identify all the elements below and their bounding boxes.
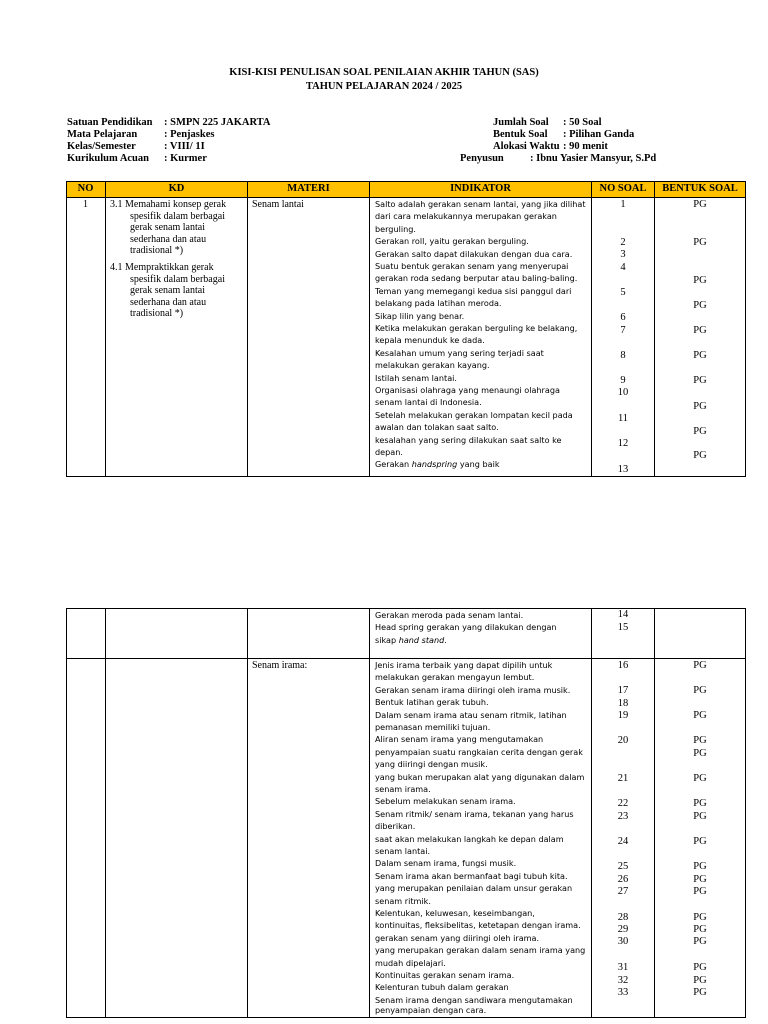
indikator-line: Gerakan salto dapat dilakukan dengan dua cara. — [375, 248, 573, 259]
bentuk-soal: PG — [693, 936, 707, 947]
indikator-line: Kontinuitas gerakan senam irama. — [375, 970, 515, 980]
indikator-line: gerakan senam yang diiringi oleh irama. — [375, 932, 540, 943]
table-border — [66, 181, 67, 477]
bentuk-soal: PG — [693, 773, 707, 784]
table-border — [247, 608, 248, 1018]
no-soal: 31 — [617, 962, 629, 973]
indikator-line: Bentuk latihan gerak tubuh. — [375, 697, 489, 708]
indikator-line: depan. — [375, 447, 403, 457]
no-soal: 23 — [617, 811, 629, 822]
indikator-line: Senam irama akan bermanfaat bagi tubuh kita. — [375, 870, 568, 881]
no-soal: 26 — [617, 874, 629, 885]
indikator-line: melakukan gerakan kayang. — [375, 360, 490, 371]
indikator-line: Jenis irama terbaik yang dapat dipilih untuk — [375, 660, 553, 670]
indikator-line: melakukan gerakan mengayun lembut. — [375, 672, 535, 683]
indikator-line: yang bukan merupakan alat yang digunakan dalam — [375, 771, 585, 782]
info-value: : Penjaskes — [164, 129, 215, 140]
indikator-line: Aliran senam irama yang mengutamakan — [375, 734, 544, 745]
table-border — [247, 181, 248, 477]
indikator-line: Dalam senam irama atau senam ritmik, latihan — [375, 709, 567, 720]
header-bentuk-soal: BENTUK SOAL — [662, 183, 738, 194]
indikator-line: dari cara melakukannya merupakan gerakan — [375, 211, 557, 222]
indikator-line: Setelah melakukan gerakan lompatan kecil pada — [375, 409, 573, 420]
kd-line: gerak senam lantai — [130, 285, 205, 297]
no-soal: 4 — [620, 262, 626, 273]
bentuk-soal: PG — [693, 275, 707, 286]
info-label: Kurikulum Acuan — [67, 153, 149, 164]
indikator-line: belakang pada latihan meroda. — [375, 298, 502, 309]
indikator-italic: hand stand — [398, 634, 445, 645]
no-soal: 32 — [617, 975, 629, 986]
header-kd: KD — [168, 183, 185, 194]
no-soal: 19 — [617, 710, 629, 721]
no-soal: 28 — [617, 912, 629, 923]
table-border — [745, 608, 746, 1018]
indikator-line: Suatu bentuk gerakan senam yang menyerupai — [375, 261, 569, 271]
bentuk-soal: PG — [693, 962, 707, 973]
info-label: Penyusun — [460, 153, 504, 164]
no-soal: 11 — [617, 413, 629, 424]
info-value: : 50 Soal — [563, 117, 602, 128]
no-soal: 30 — [617, 936, 629, 947]
document-title: KISI-KISI PENULISAN SOAL PENILAIAN AKHIR TAHUN (SAS) — [229, 67, 539, 78]
indikator-line: saat akan melakukan langkah ke depan dalam — [375, 833, 564, 844]
no-soal: 17 — [617, 685, 629, 696]
info-value: : 90 menit — [563, 141, 608, 152]
kd-line: spesifik dalam berbagai — [130, 273, 225, 285]
bentuk-soal: PG — [693, 660, 707, 671]
table-border — [745, 181, 746, 477]
header-indikator: INDIKATOR — [450, 183, 511, 194]
indikator-line: senam lantai di Indonesia. — [375, 397, 482, 408]
info-label: Jumlah Soal — [493, 117, 549, 128]
no-soal: 5 — [620, 287, 626, 298]
kd-line: sederhana dan atau — [130, 296, 207, 308]
indikator-line: Gerakan meroda pada senam lantai. — [375, 610, 524, 620]
indikator-line: senam irama. — [375, 784, 431, 794]
kd-line: sederhana dan atau — [130, 233, 207, 245]
no-soal: 25 — [617, 861, 629, 872]
no-soal: 1 — [620, 199, 626, 210]
indikator-line: Istilah senam lantai. — [375, 372, 457, 383]
bentuk-soal: PG — [693, 811, 707, 822]
bentuk-soal: PG — [693, 350, 707, 361]
bentuk-soal: PG — [693, 836, 707, 847]
bentuk-soal: PG — [693, 798, 707, 809]
header-no-soal: NO SOAL — [599, 183, 647, 194]
kd-line: tradisional *) — [130, 308, 184, 320]
info-label: Alokasi Waktu — [493, 141, 560, 152]
indikator-line: gerakan roda sedang berputar atau baling-baling. — [375, 273, 578, 284]
no-soal: 24 — [617, 836, 629, 847]
no-soal: 33 — [617, 987, 629, 998]
bentuk-soal: PG — [693, 300, 707, 311]
table-border — [66, 608, 67, 1018]
indikator-line: penyampaian suatu rangkaian cerita dengan gerak — [375, 746, 583, 757]
kd-line: gerak senam lantai — [130, 222, 205, 234]
no-soal: 18 — [617, 698, 629, 709]
indikator-line: yang merupakan penilaian dalam unsur gerakan — [375, 883, 573, 894]
indikator-line — [375, 634, 447, 646]
no-soal: 21 — [617, 773, 629, 784]
no-soal: 20 — [617, 735, 629, 746]
indikator-line: Dalam senam irama, fungsi musik. — [375, 858, 517, 869]
kd-line: 3.1 Memahami konsep gerak — [110, 199, 227, 210]
indikator-line: penyampaian dengan cara. — [375, 1005, 487, 1015]
bentuk-soal: PG — [693, 912, 707, 923]
indikator-line: diberikan. — [375, 821, 416, 832]
indikator-line: kontinuitas, fleksibelitas, ketetapan dengan irama. — [375, 920, 581, 931]
bentuk-soal: PG — [693, 924, 707, 935]
table-border — [369, 608, 370, 1018]
indikator-line: Sikap lilin yang benar. — [375, 310, 465, 321]
info-value: : Ibnu Yasier Mansyur, S.Pd — [530, 153, 657, 164]
bentuk-soal: PG — [693, 874, 707, 885]
indikator-line: Senam irama dengan sandiwara mengutamakan — [375, 994, 573, 1005]
info-value: : Kurmer — [164, 153, 207, 164]
bentuk-soal: PG — [693, 861, 707, 872]
info-label: Bentuk Soal — [493, 129, 548, 140]
indikator-line: kepala menunduk ke dada. — [375, 335, 485, 346]
bentuk-soal: PG — [693, 237, 707, 248]
info-value: : Pilihan Ganda — [563, 129, 635, 140]
materi-senam-irama: Senam irama: — [252, 660, 308, 671]
bentuk-soal: PG — [693, 685, 707, 696]
no-soal: 15 — [617, 622, 629, 633]
no-soal: 10 — [617, 387, 629, 398]
no-soal: 12 — [617, 438, 629, 449]
indikator-line: Teman yang memegangi kedua sisi panggul dari — [375, 285, 572, 296]
indikator-line: yang merupakan gerakan dalam senam irama yang — [375, 945, 586, 956]
indikator-line: Head spring gerakan yang dilakukan dengan — [375, 622, 557, 633]
indikator-line: Kelenturan tubuh dalam gerakan — [375, 982, 509, 993]
indikator-text: Gerakan — [375, 459, 412, 470]
indikator-line: senam lantai. — [375, 846, 431, 856]
indikator-text: . — [444, 634, 447, 645]
indikator-line: berguling. — [375, 223, 416, 234]
no-soal: 29 — [617, 924, 629, 935]
header-no: NO — [77, 183, 94, 194]
materi-senam-lantai: Senam lantai — [252, 199, 304, 210]
table-border — [105, 181, 106, 477]
indikator-text: yang baik — [457, 459, 500, 470]
indikator-text: sikap — [375, 634, 399, 645]
kd-line: spesifik dalam berbagai — [130, 210, 225, 222]
kd-line: tradisional *) — [130, 245, 184, 257]
bentuk-soal: PG — [693, 710, 707, 721]
indikator-line: Kelentukan, keluwesan, keseimbangan, — [375, 908, 535, 918]
bentuk-soal: PG — [693, 401, 707, 412]
info-label: Mata Pelajaran — [67, 129, 138, 140]
bentuk-soal: PG — [693, 426, 707, 437]
table-border — [105, 608, 106, 1018]
indikator-line: Ketika melakukan gerakan berguling ke belakang, — [375, 323, 578, 333]
table-border — [369, 181, 370, 477]
no-soal: 8 — [620, 350, 626, 361]
table-border — [66, 476, 746, 477]
bentuk-soal: PG — [693, 199, 707, 210]
bentuk-soal: PG — [693, 375, 707, 386]
info-label: Kelas/Semester — [67, 141, 136, 152]
no-soal: 13 — [617, 464, 629, 475]
no-soal: 2 — [620, 237, 626, 248]
indikator-line: Sebelum melakukan senam irama. — [375, 796, 516, 807]
indikator-line: senam ritmik. — [375, 895, 431, 906]
no-soal: 14 — [617, 609, 629, 620]
indikator-line: kesalahan yang sering dilakukan saat salto ke — [375, 434, 562, 445]
no-soal: 3 — [620, 249, 626, 260]
no-soal: 7 — [620, 325, 626, 336]
indikator-line: mudah dipelajari. — [375, 957, 446, 968]
info-label: Satuan Pendidikan — [67, 117, 153, 128]
info-value: : VIII/ 1I — [164, 141, 205, 152]
no-soal: 27 — [617, 886, 629, 897]
bentuk-soal: PG — [693, 987, 707, 998]
bentuk-soal: PG — [693, 975, 707, 986]
bentuk-soal: PG — [693, 886, 707, 897]
bentuk-soal: PG — [693, 748, 707, 759]
header-materi: MATERI — [287, 183, 330, 194]
indikator-line: Gerakan senam irama diiringi oleh irama musik. — [375, 684, 571, 695]
indikator-line: yang diiringi dengan musik. — [375, 759, 488, 770]
indikator-line: Salto adalah gerakan senam lantai, yang jika dilihat — [375, 199, 586, 209]
info-value: : SMPN 225 JAKARTA — [164, 117, 271, 128]
no-soal: 16 — [617, 660, 629, 671]
indikator-line: awalan dan tolakan saat salto. — [375, 422, 499, 433]
table-border — [66, 1017, 746, 1018]
indikator-italic: handspring — [411, 459, 458, 470]
row-number: 1 — [83, 199, 88, 210]
no-soal: 9 — [620, 375, 626, 386]
indikator-line — [375, 458, 500, 470]
document-subtitle: TAHUN PELAJARAN 2024 / 2025 — [305, 81, 463, 92]
no-soal: 22 — [617, 798, 629, 809]
kd-line: 4.1 Mempraktikkan gerak — [110, 262, 214, 273]
indikator-line: Organisasi olahraga yang menaungi olahraga — [375, 385, 560, 395]
bentuk-soal: PG — [693, 450, 707, 461]
bentuk-soal: PG — [693, 735, 707, 746]
indikator-line: Gerakan roll, yaitu gerakan berguling. — [375, 236, 529, 247]
no-soal: 6 — [620, 312, 626, 323]
indikator-line: Senam ritmik/ senam irama, tekanan yang harus — [375, 808, 574, 819]
indikator-line: pemanasan memiliki tujuan. — [375, 722, 491, 732]
bentuk-soal: PG — [693, 325, 707, 336]
indikator-line: Kesalahan umum yang sering terjadi saat — [375, 347, 544, 358]
